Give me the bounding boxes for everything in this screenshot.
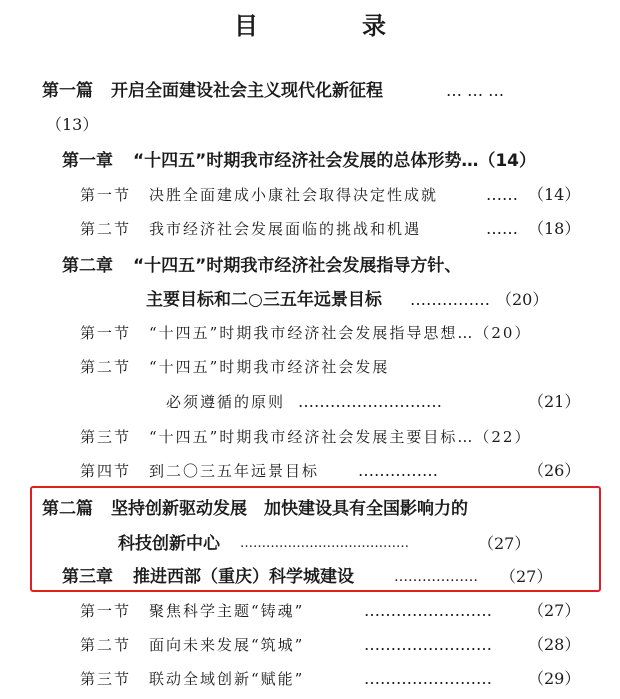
- toc-text: 联动全域创新“赋能”: [149, 670, 305, 688]
- toc-label: 第一节: [80, 186, 132, 204]
- toc-section-1-2[interactable]: [80, 218, 421, 240]
- toc-label: 第三节: [80, 670, 132, 688]
- toc-page: （27）: [500, 567, 553, 586]
- toc-page: （21）: [528, 392, 581, 411]
- toc-label: 第二节: [80, 220, 132, 238]
- toc-text: 面向未来发展“筑城”: [149, 636, 305, 654]
- toc-label: 第三节: [80, 428, 132, 446]
- toc-text: “十四五”时期我市经济社会发展指导思想…（20）: [149, 324, 532, 342]
- toc-text: 到二〇三五年远景目标: [149, 462, 320, 480]
- toc-leader: ………………: [394, 569, 478, 585]
- toc-text: “十四五”时期我市经济社会发展指导方针、: [133, 256, 462, 276]
- toc-part-2-cont[interactable]: [118, 533, 220, 555]
- toc-chapter-2-cont[interactable]: [146, 289, 382, 311]
- toc-leader: ………………………: [298, 392, 442, 411]
- toc-leader: … … …: [446, 81, 505, 100]
- page-title: 目 录: [234, 12, 426, 40]
- toc-text: 主要目标和二○三五年远景目标: [146, 290, 382, 310]
- toc-chapter-2[interactable]: [62, 255, 461, 277]
- toc-label: 第一节: [80, 602, 132, 620]
- toc-leader: ……………………: [364, 601, 492, 620]
- toc-text: 必须遵循的原则: [166, 393, 286, 411]
- toc-section-2-1[interactable]: [80, 322, 531, 344]
- toc-section-2-2[interactable]: [80, 356, 389, 378]
- toc-label: 第一章: [62, 151, 113, 171]
- toc-label: 第四节: [80, 462, 132, 480]
- toc-leader: …………………………………: [240, 536, 409, 551]
- toc-label: 第二节: [80, 358, 132, 376]
- toc-leader: ……………………: [364, 635, 492, 654]
- toc-text: 聚焦科学主题“铸魂”: [149, 602, 305, 620]
- toc-text: 我市经济社会发展面临的挑战和机遇: [149, 220, 422, 238]
- toc-section-3-2[interactable]: [80, 634, 304, 656]
- toc-text: 推进西部（重庆）科学城建设: [133, 567, 354, 587]
- toc-part-2[interactable]: [42, 498, 468, 520]
- toc-label: 第二节: [80, 636, 132, 654]
- toc-text: “十四五”时期我市经济社会发展: [149, 358, 390, 376]
- toc-text: 科技创新中心: [118, 534, 220, 554]
- toc-leader: ……………………: [364, 669, 492, 688]
- toc-leader: ……………: [358, 461, 438, 480]
- toc-section-3-3[interactable]: [80, 668, 304, 690]
- toc-text: “十四五”时期我市经济社会发展主要目标…（22）: [149, 428, 532, 446]
- toc-section-2-2-cont[interactable]: [166, 391, 285, 413]
- toc-chapter-3[interactable]: [62, 566, 354, 588]
- toc-page: （27）: [528, 601, 581, 620]
- toc-page: （27）: [478, 534, 531, 553]
- toc-section-3-1[interactable]: [80, 600, 304, 622]
- toc-text: 坚持创新驱动发展 加快建设具有全国影响力的: [111, 499, 468, 519]
- toc-label: 第二篇: [42, 499, 93, 519]
- toc-page: （18）: [528, 219, 581, 238]
- toc-leader: ……: [486, 219, 518, 238]
- toc-text: “十四五”时期我市经济社会发展的总体形势…（14）: [133, 151, 537, 171]
- toc-page: （13）: [46, 115, 99, 134]
- toc-label: 第三章: [62, 567, 113, 587]
- toc-label: 第一节: [80, 324, 132, 342]
- toc-page: （20）: [496, 290, 549, 309]
- toc-section-2-3[interactable]: [80, 426, 531, 448]
- toc-leader: ……: [486, 185, 518, 204]
- toc-chapter-1[interactable]: [62, 150, 536, 172]
- toc-part-1[interactable]: [42, 80, 383, 102]
- toc-section-1-1[interactable]: [80, 184, 438, 206]
- toc-label: 第一篇: [42, 81, 93, 101]
- toc-leader: ……………: [410, 290, 490, 309]
- toc-label: 第二章: [62, 256, 113, 276]
- toc-section-2-4[interactable]: [80, 460, 319, 482]
- toc-page: （29）: [528, 669, 581, 688]
- toc-text: 决胜全面建成小康社会取得决定性成就: [149, 186, 439, 204]
- toc-page: （14）: [528, 185, 581, 204]
- toc-page: （26）: [528, 461, 581, 480]
- toc-page: （28）: [528, 635, 581, 654]
- toc-text: 开启全面建设社会主义现代化新征程: [111, 81, 383, 101]
